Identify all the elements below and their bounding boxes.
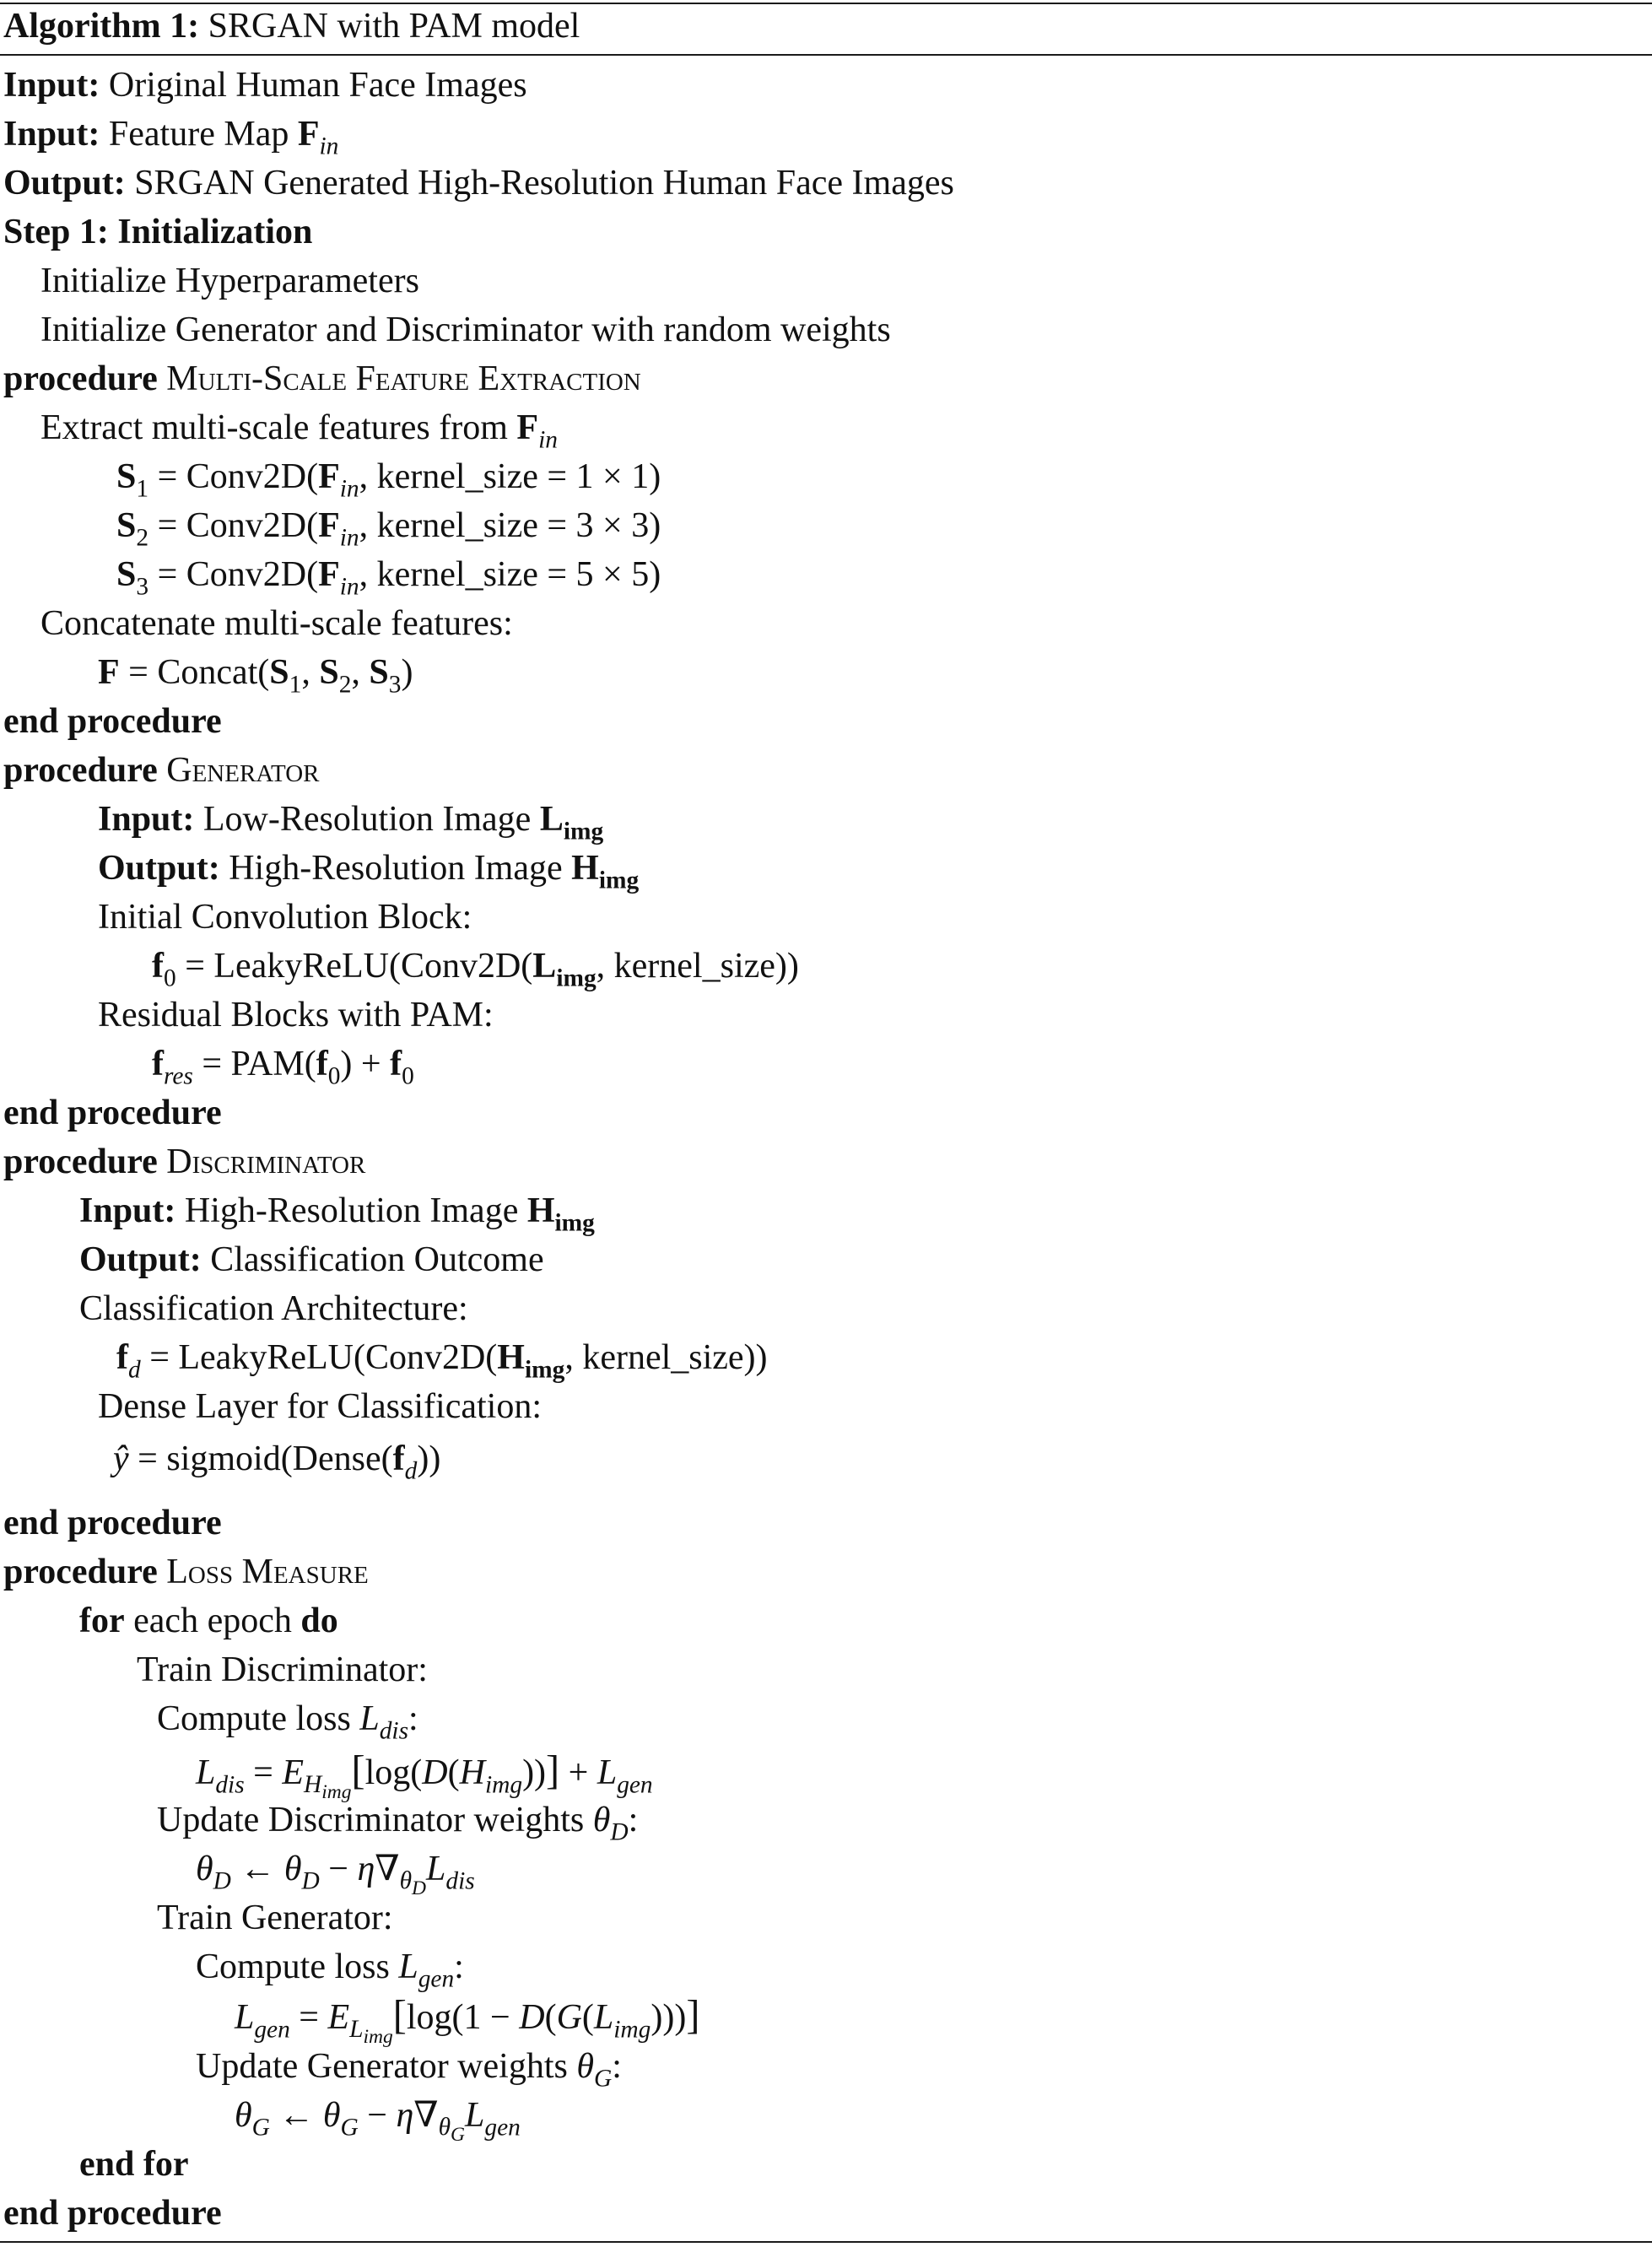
compute-loss-dis: Compute loss $L_{dis}$:	[157, 1699, 418, 1745]
init-hyperparameters: Initialize Hyperparameters	[40, 262, 419, 300]
end-procedure-generator: end procedure	[3, 1094, 222, 1132]
msfe-extract: Extract multi-scale features from $F_{in}$	[40, 408, 558, 454]
for-each-epoch: for each epoch do	[79, 1602, 338, 1640]
generator-f0: $f_0$ = $LeakyReLU(Conv2D(L_{img}$, kernel_size))	[152, 947, 799, 992]
procedure-loss: procedure Loss Measure	[3, 1553, 369, 1591]
header-rule	[0, 54, 1652, 56]
algorithm-header	[3, 2, 580, 51]
discriminator-architecture: Classification Architecture:	[79, 1289, 468, 1328]
algorithm-number: Algorithm 1:	[3, 7, 200, 46]
train-generator: Train Generator:	[157, 1899, 393, 1937]
algorithm-title: SRGAN with PAM model	[208, 7, 580, 46]
train-discriminator: Train Discriminator:	[137, 1650, 428, 1689]
bottom-rule	[0, 2241, 1652, 2243]
output-line: Output: SRGAN Generated High-Resolution Human Face Images	[3, 164, 954, 203]
init-weights: Initialize Generator and Discriminator with random weights	[40, 311, 891, 349]
end-for: end for	[79, 2145, 189, 2184]
procedure-generator: procedure Generator	[3, 751, 320, 790]
loss-gen-equation: $L_{gen} = E_{L_{img}}[\log(1 - D(G(L_{img})))]$	[235, 1993, 700, 2049]
input-line-2: Input: Feature Map $F_{in}$	[3, 115, 339, 160]
discriminator-yhat: ŷ = $sigmoid(Dense(f_d))$	[113, 1439, 441, 1485]
compute-loss-gen: Compute loss $L_{gen}$:	[196, 1947, 464, 1993]
generator-fres: $f_{res} = PAM(f_0) + f_0$	[152, 1045, 414, 1090]
procedure-msfe: procedure Multi-Scale Feature Extraction	[3, 359, 641, 398]
msfe-s2: $S_2$ = $Conv2D(F_{in}$, kernel_size = 3 × 3)	[116, 506, 661, 552]
generator-initial-block: Initial Convolution Block:	[98, 898, 472, 937]
generator-input: Input: Low-Resolution Image $L_{img}$	[98, 800, 604, 845]
update-generator: Update Generator weights $\theta_G$:	[196, 2047, 622, 2093]
end-procedure-discriminator: end procedure	[3, 1504, 222, 1542]
input-line-1: Input: Original Human Face Images	[3, 66, 527, 105]
discriminator-output: Output: Classification Outcome	[79, 1240, 544, 1279]
msfe-concat-label: Concatenate multi-scale features:	[40, 604, 513, 643]
msfe-s3: $S_3$ = $Conv2D(F_{in}$, kernel_size = 5 × 5)	[116, 555, 661, 601]
update-discriminator: Update Discriminator weights $\theta_D$:	[157, 1801, 639, 1846]
loss-dis-equation: $L_{dis} = E_{H_{img}}[\log(D(H_{img}))] + L_{gen}$	[196, 1748, 653, 1804]
msfe-concat: $F = Concat(S_1$, $S_2$, $S_3$)	[98, 653, 413, 699]
end-procedure-loss: end procedure	[3, 2194, 222, 2233]
end-procedure-msfe: end procedure	[3, 702, 222, 741]
discriminator-dense: Dense Layer for Classification:	[98, 1387, 542, 1426]
discriminator-input: Input: High-Resolution Image $H_{img}$	[79, 1191, 595, 1237]
generator-residual: Residual Blocks with PAM:	[98, 996, 494, 1034]
generator-output: Output: High-Resolution Image $H_{img}$	[98, 849, 640, 894]
msfe-s1: $S_1$ = $Conv2D(F_{in}$, kernel_size = 1 × 1)	[116, 457, 661, 503]
procedure-discriminator: procedure Discriminator	[3, 1142, 366, 1181]
theta-d-update: $\theta_D$ ← $\theta_D - \eta\nabla_{\theta_D}L_{dis}$	[196, 1850, 475, 1900]
discriminator-fd: $f_d$ = $LeakyReLU(Conv2D(H_{img}$, kernel_size))	[116, 1338, 768, 1384]
step1-heading: Step 1: Initialization	[3, 213, 313, 251]
theta-g-update: $\theta_G$ ← $\theta_G - \eta\nabla_{\theta_G}L_{gen}$	[235, 2096, 521, 2147]
